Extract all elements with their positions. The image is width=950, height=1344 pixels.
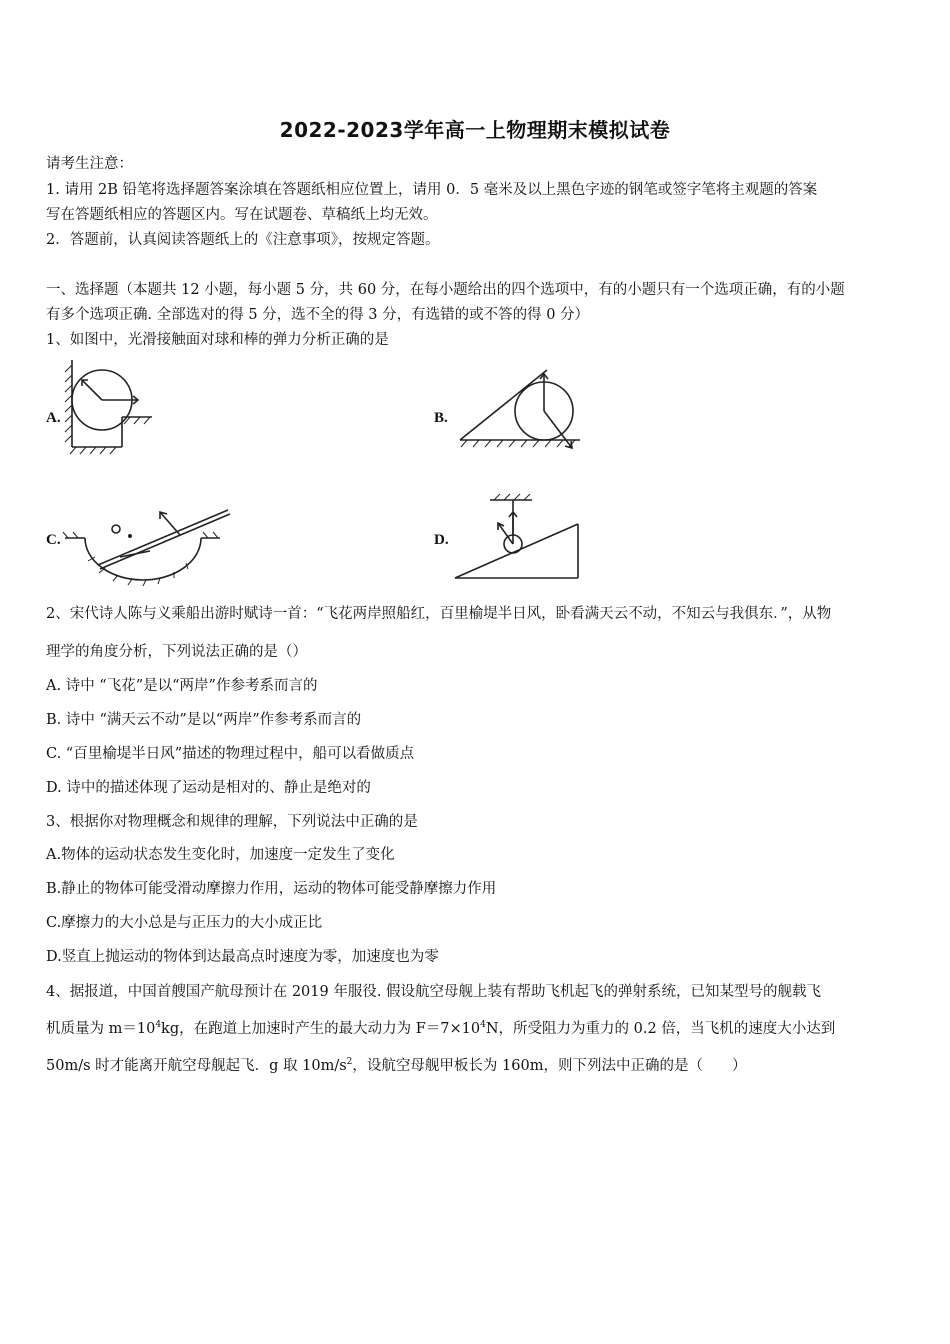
notice-heading: 请考生注意：	[46, 156, 133, 172]
question-2-stem-a: 2、宋代诗人陈与义乘船出游时赋诗一首：“飞花两岸照船红，百里榆堤半日风，卧看满天云不动，不知云与我俱东．”，从物	[46, 606, 832, 622]
figure-label-b: B.	[434, 410, 448, 426]
figure-b-incline-ball	[455, 362, 585, 457]
question-4-line-c: 50m/s 时才能离开航空母舰起飞．g 取 $10m/s^2$，设航空母舰甲板长为 160m，则下列法中正确的是（ ）	[46, 1057, 747, 1074]
figure-c-bowl-rod	[60, 505, 235, 590]
section-instructions-b: 有多个选项正确. 全部选对的得 5 分，选不全的得 3 分，有选错的或不答的得 0 分）	[46, 307, 590, 323]
section-instructions-a: 一、选择题（本题共 12 小题，每小题 5 分，共 60 分，在每小题给出的四个选项中，有的小题只有一个选项正确，有的小题	[46, 282, 845, 298]
question-2-option-d: D. 诗中的描述体现了运动是相对的、静止是绝对的	[46, 780, 371, 796]
notice-item-2: 2．答题前，认真阅读答题纸上的《注意事项》，按规定答题。	[46, 232, 440, 248]
question-2-option-a: A. 诗中 “飞花”是以“两岸”作参考系而言的	[46, 678, 318, 694]
question-3-option-d: D.竖直上抛运动的物体到达最高点时速度为零，加速度也为零	[46, 949, 439, 965]
figure-label-c: C.	[46, 532, 61, 548]
figure-label-d: D.	[434, 532, 449, 548]
figure-a-wall-ball	[60, 355, 160, 455]
question-2-stem-b: 理学的角度分析，下列说法正确的是（）	[46, 644, 307, 660]
notice-item-1b: 写在答题纸相应的答题区内。写在试题卷、草稿纸上均无效。	[46, 207, 438, 223]
question-3-option-b: B.静止的物体可能受滑动摩擦力作用，运动的物体可能受静摩擦力作用	[46, 881, 497, 897]
figure-d-hanging-ball-incline	[450, 490, 585, 585]
question-4-line-a: 4、据报道，中国首艘国产航母预计在 2019 年服役. 假设航空母舰上装有帮助飞机起飞的弹射系统，已知某型号的舰载飞	[46, 984, 822, 1000]
figure-label-a: A.	[46, 410, 61, 426]
question-2-option-b: B. 诗中 “满天云不动”是以“两岸”作参考系而言的	[46, 712, 362, 728]
question-3-option-a: A.物体的运动状态发生变化时，加速度一定发生了变化	[46, 847, 395, 863]
question-3-stem: 3、根据你对物理概念和规律的理解，下列说法中正确的是	[46, 814, 418, 830]
question-1-stem: 1、如图中，光滑接触面对球和棒的弹力分析正确的是	[46, 332, 389, 348]
question-4-line-b: 机质量为 $m=10^4kg$，在跑道上加速时产生的最大动力为 $F=7\times 10^4N$，所受阻力为重力的 0.2 倍，当飞机的速度大小达到	[46, 1020, 836, 1037]
notice-item-1a: 1. 请用 2B 铅笔将选择题答案涂填在答题纸相应位置上，请用 0．5 毫米及以上黑色字迹的钢笔或签字笔将主观题的答案	[46, 182, 818, 198]
question-2-option-c: C. “百里榆堤半日风”描述的物理过程中，船可以看做质点	[46, 746, 415, 762]
page-title: 2022-2023学年高一上物理期末模拟试卷	[279, 118, 671, 142]
question-3-option-c: C.摩擦力的大小总是与正压力的大小成正比	[46, 915, 323, 931]
